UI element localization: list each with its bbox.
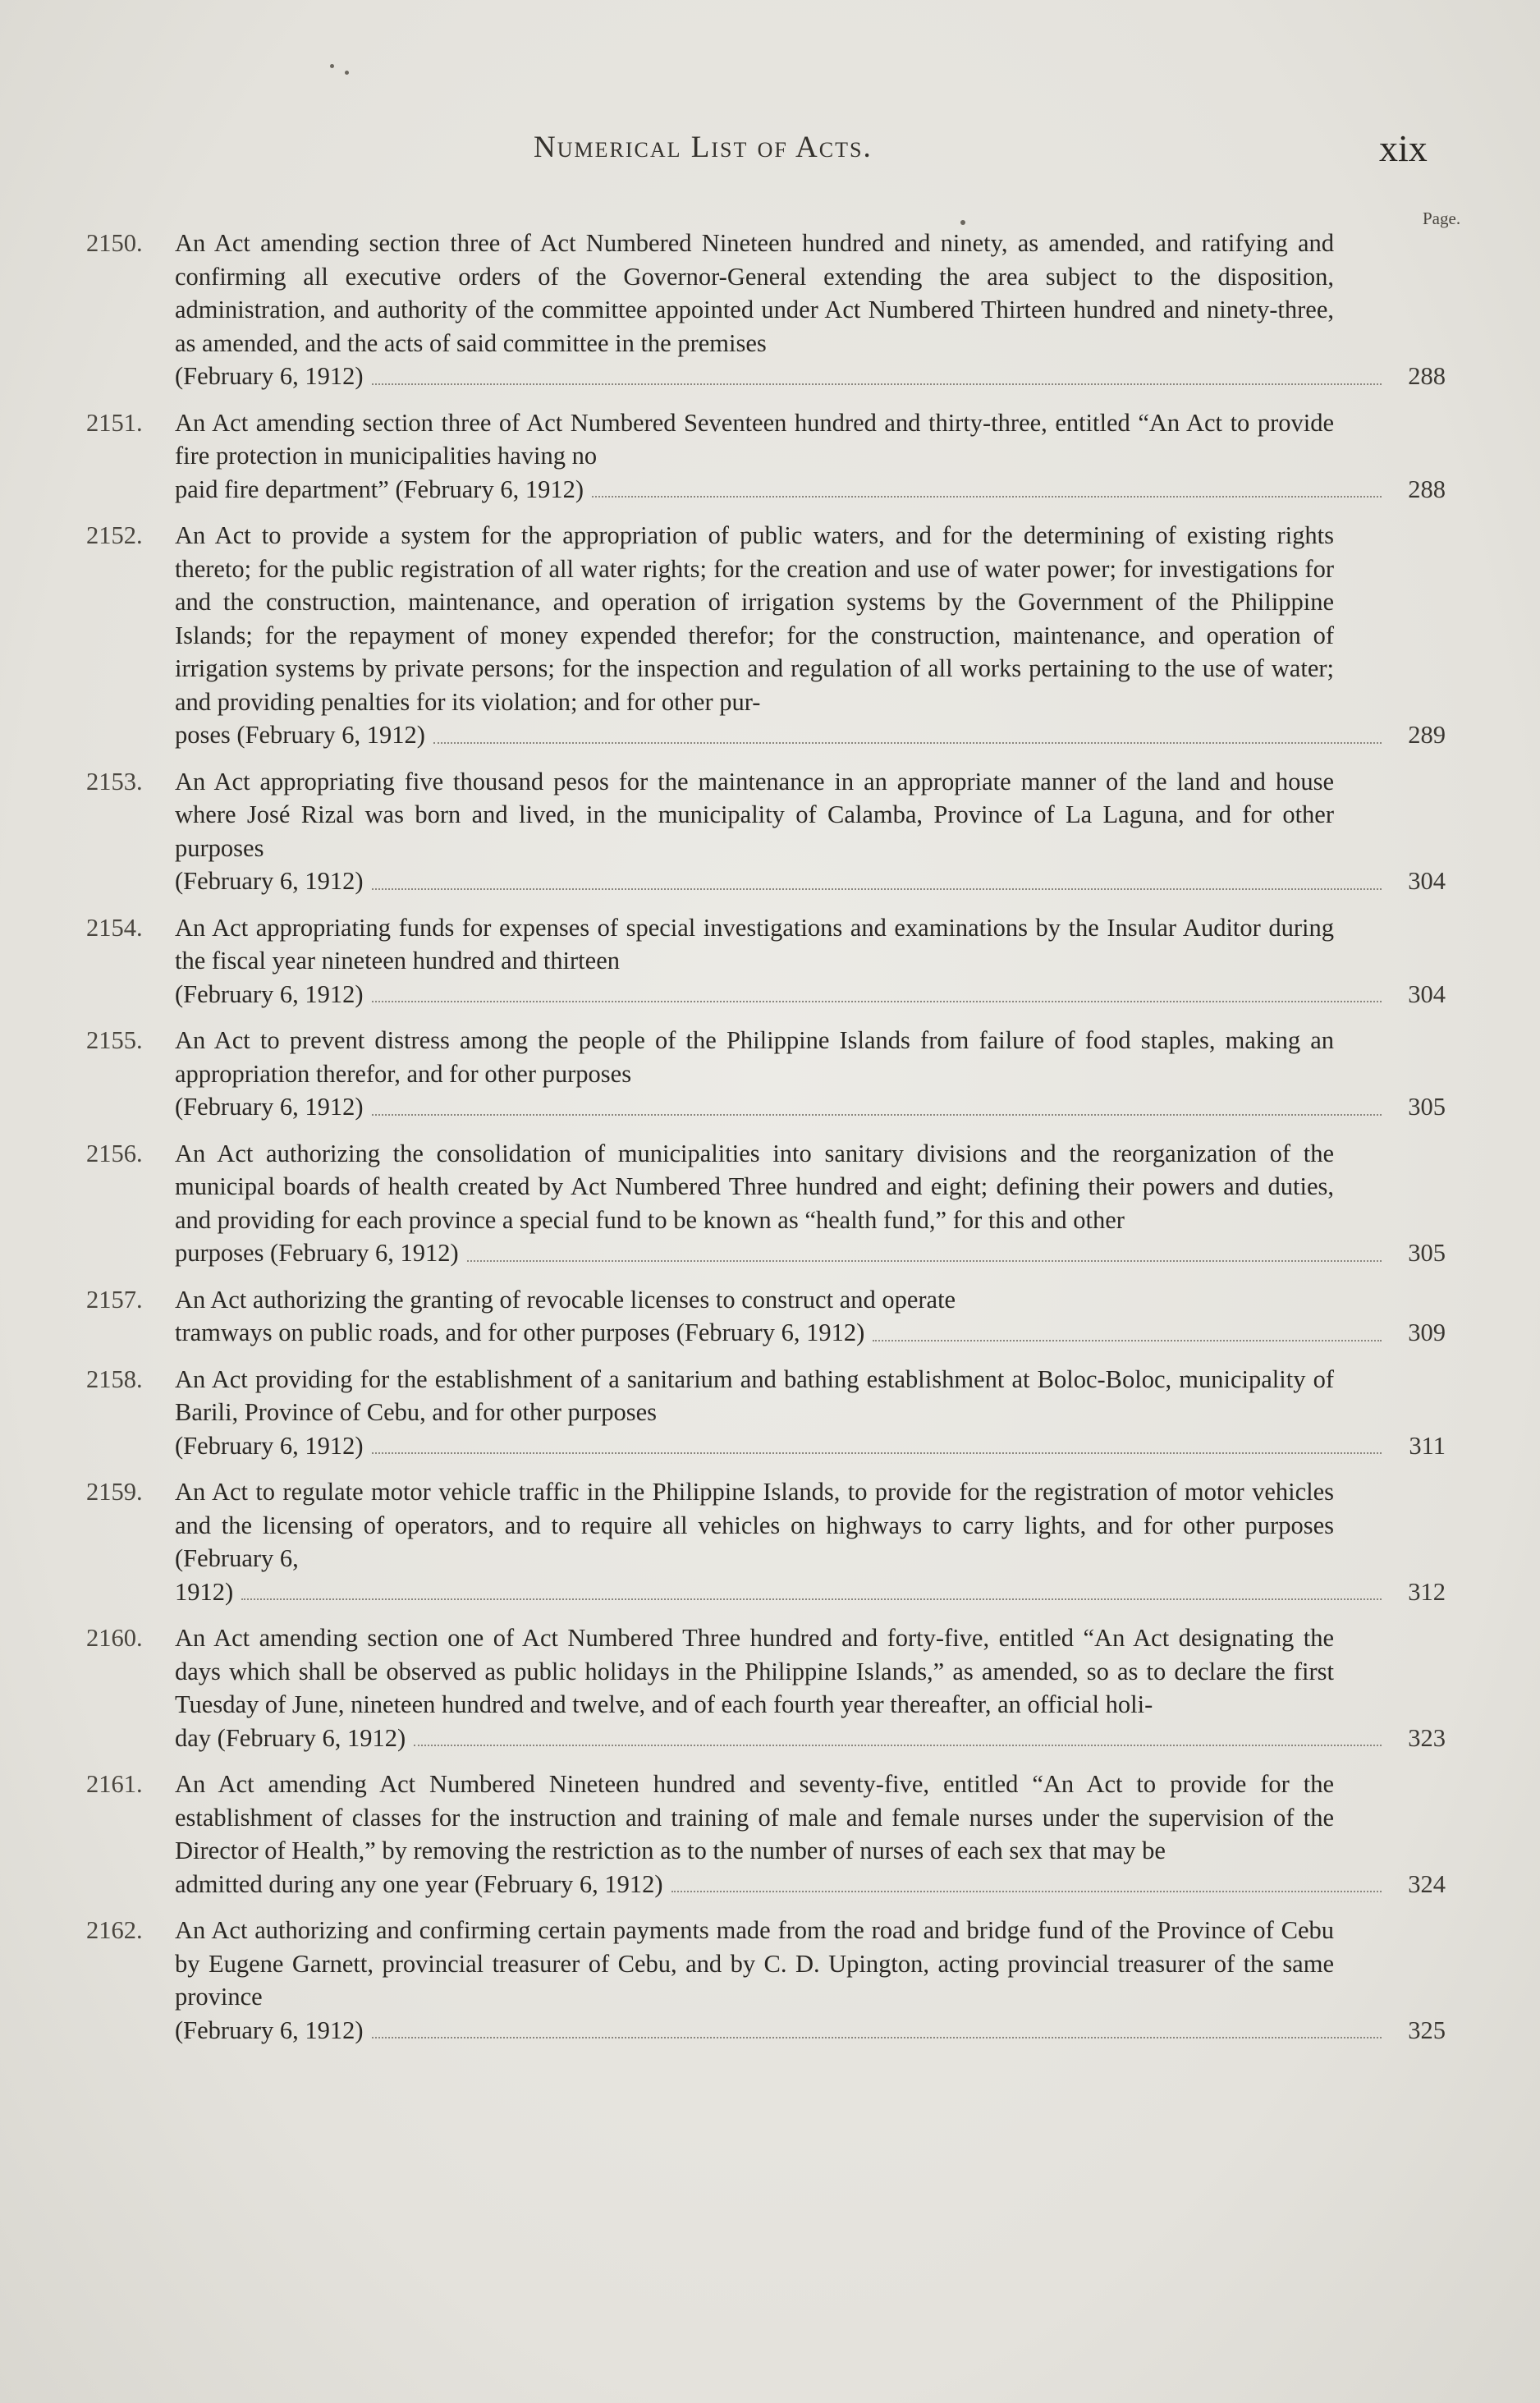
page-folio: xix	[1379, 127, 1428, 169]
act-date-line	[175, 1429, 1446, 1463]
dot-leader	[433, 742, 1382, 744]
dot-leader	[372, 888, 1382, 890]
act-title: An Act to prevent distress among the people of the Philippine Islands from failure of food staples, making an appropriation therefor, and for other purposes	[175, 1026, 1334, 1088]
act-number: 2158.	[86, 1364, 143, 1393]
dot-leader	[873, 1340, 1382, 1341]
act-date: poses (February 6, 1912)	[175, 721, 425, 749]
act-body	[175, 1475, 1446, 1608]
act-number: 2155.	[86, 1026, 143, 1054]
act-page: 304	[1408, 867, 1446, 895]
act-entry	[86, 227, 1457, 393]
act-page: 305	[1408, 1093, 1446, 1121]
act-date: (February 6, 1912)	[175, 1093, 364, 1121]
act-title: An Act appropriating funds for expenses of special investigations and examinations by the Insular Auditor during the fiscal year nineteen hundred and thirteen	[175, 913, 1334, 974]
act-page: 304	[1408, 979, 1446, 1008]
dot-leader	[372, 1001, 1382, 1002]
act-page: 324	[1408, 1869, 1446, 1898]
act-body	[175, 1283, 1446, 1350]
act-date: 1912)	[175, 1577, 234, 1606]
act-title: An Act authorizing the granting of revocable licenses to construct and operate	[175, 1285, 956, 1314]
act-page: 323	[1408, 1723, 1446, 1752]
page-column-label: Page.	[1423, 209, 1461, 228]
act-entry	[86, 1363, 1457, 1463]
act-number: 2161.	[86, 1770, 143, 1798]
act-body	[175, 406, 1446, 507]
act-page: 325	[1408, 2015, 1446, 2044]
act-date-line	[175, 864, 1446, 898]
dot-leader	[671, 1891, 1382, 1892]
act-page: 289	[1408, 721, 1446, 749]
act-page: 311	[1409, 1431, 1446, 1460]
ink-speck	[960, 220, 965, 225]
act-number: 2151.	[86, 408, 143, 437]
running-header	[0, 127, 1540, 179]
act-entry	[86, 1137, 1457, 1270]
dot-leader	[414, 1745, 1382, 1746]
act-date: paid fire department” (February 6, 1912)	[175, 475, 584, 503]
ink-speck	[330, 64, 334, 68]
running-title: Numerical List of Acts.	[534, 131, 873, 164]
act-title: An Act amending section three of Act Numbered Seventeen hundred and thirty-three, entitled “An Act to provide fire protection in municipalities having no	[175, 408, 1334, 470]
act-entry	[86, 519, 1457, 752]
act-page: 309	[1408, 1318, 1446, 1346]
act-page: 288	[1408, 362, 1446, 390]
act-title: An Act amending Act Numbered Nineteen hundred and seventy-five, entitled “An Act to provide for the establishment of classes for the instruction and training of male and female nurses under the supervision of the Director of Health,” by removing the restriction as to the number of nurses of each sex that may be	[175, 1770, 1334, 1864]
act-page: 288	[1408, 475, 1446, 503]
dot-leader	[241, 1598, 1382, 1600]
act-title: An Act authorizing the consolidation of municipalities into sanitary divisions and the reorganization of the municipal boards of health created by Act Numbered Three hundred and eight; defining their powers and duties, and providing for each province a special fund to be known as “health fund,” for this and other	[175, 1139, 1334, 1234]
act-body	[175, 1621, 1446, 1754]
ink-speck	[345, 71, 349, 75]
act-entry	[86, 765, 1457, 898]
act-body	[175, 1363, 1446, 1463]
act-page: 312	[1408, 1577, 1446, 1606]
act-date: (February 6, 1912)	[175, 979, 364, 1008]
act-number: 2156.	[86, 1139, 143, 1167]
act-date: (February 6, 1912)	[175, 362, 364, 390]
act-number: 2153.	[86, 767, 143, 796]
act-number: 2157.	[86, 1285, 143, 1314]
act-date-line	[175, 1090, 1446, 1124]
act-body	[175, 519, 1446, 752]
act-page: 305	[1408, 1239, 1446, 1267]
act-date-line	[175, 1316, 1446, 1350]
dot-leader	[372, 2037, 1382, 2038]
dot-leader	[467, 1260, 1382, 1262]
act-date-line	[175, 2014, 1446, 2048]
act-title: An Act authorizing and confirming certain payments made from the road and bridge fund of the Province of Cebu by Eugene Garnett, provincial treasurer of Cebu, and by C. D. Upington, acting provincial treasurer of the same province	[175, 1916, 1334, 2011]
act-number: 2160.	[86, 1624, 143, 1652]
act-number: 2150.	[86, 229, 143, 257]
act-date-line	[175, 473, 1446, 507]
act-number: 2152.	[86, 521, 143, 549]
act-body	[175, 1768, 1446, 1901]
act-date: purposes (February 6, 1912)	[175, 1239, 459, 1267]
act-entry	[86, 911, 1457, 1011]
dot-leader	[372, 383, 1382, 385]
act-title: An Act appropriating five thousand pesos for the maintenance in an appropriate manner of the land and house where José Rizal was born and lived, in the municipality of Calamba, Province of La Laguna, and for other purposes	[175, 767, 1334, 862]
dot-leader	[372, 1452, 1382, 1454]
act-date-line	[175, 1236, 1446, 1270]
act-title: An Act amending section one of Act Numbered Three hundred and forty-five, entitled “An Act designating the days which shall be observed as public holidays in the Philippine Islands,” as amended, so as to declare the first Tuesday of June, nineteen hundred and twelve, and of each fourth year thereafter, an official holi-	[175, 1624, 1334, 1718]
act-date-line	[175, 1575, 1446, 1609]
act-entry	[86, 1914, 1457, 2047]
act-date-line	[175, 978, 1446, 1011]
act-title: An Act amending section three of Act Numbered Nineteen hundred and ninety, as amended, and ratifying and confirming all executive orders of the Governor-General extending the area subject to the disposition, administration, and authority of the committee appointed under Act Numbered Thirteen hundred and ninety-three, as amended, and the acts of said committee in the premises	[175, 229, 1334, 357]
act-body	[175, 1914, 1446, 2047]
act-entry	[86, 1475, 1457, 1608]
act-date: (February 6, 1912)	[175, 1431, 364, 1460]
act-date-line	[175, 1722, 1446, 1755]
act-title: An Act providing for the establishment of a sanitarium and bathing establishment at Boloc-Boloc, municipality of Barili, Province of Cebu, and for other purposes	[175, 1364, 1334, 1426]
act-date: day (February 6, 1912)	[175, 1723, 406, 1752]
act-date: admitted during any one year (February 6, 1912)	[175, 1869, 663, 1898]
act-entry	[86, 1768, 1457, 1901]
act-title: An Act to provide a system for the appropriation of public waters, and for the determining of existing rights thereto; for the public registration of all water rights; for the creation and use of water power; for investigations for and the construction, maintenance, and operation of irrigation systems by the Government of the Philippine Islands; for the repayment of money expended therefor; for the construction, maintenance, and operation of irrigation systems by private persons; for the inspection and regulation of all works pertaining to the use of water; and providing penalties for its violation; and for other pur-	[175, 521, 1334, 716]
act-date: (February 6, 1912)	[175, 867, 364, 895]
act-entry	[86, 1024, 1457, 1124]
act-date-line	[175, 360, 1446, 393]
act-entry	[86, 1621, 1457, 1754]
acts-list	[86, 227, 1457, 2060]
dot-leader	[372, 1114, 1382, 1116]
act-number: 2154.	[86, 913, 143, 942]
act-entry	[86, 406, 1457, 507]
act-body	[175, 911, 1446, 1011]
act-number: 2159.	[86, 1478, 143, 1506]
act-body	[175, 1137, 1446, 1270]
act-body	[175, 1024, 1446, 1124]
act-date: (February 6, 1912)	[175, 2015, 364, 2044]
act-title: An Act to regulate motor vehicle traffic in the Philippine Islands, to provide for the registration of motor vehicles and the licensing of operators, and to require all vehicles on highways to carry lights, and for other purposes (February 6,	[175, 1478, 1334, 1572]
act-date: tramways on public roads, and for other purposes (February 6, 1912)	[175, 1318, 865, 1346]
act-entry	[86, 1283, 1457, 1350]
act-number: 2162.	[86, 1916, 143, 1944]
act-body	[175, 765, 1446, 898]
dot-leader	[592, 496, 1382, 498]
act-date-line	[175, 1868, 1446, 1901]
act-body	[175, 227, 1446, 393]
act-date-line	[175, 718, 1446, 752]
